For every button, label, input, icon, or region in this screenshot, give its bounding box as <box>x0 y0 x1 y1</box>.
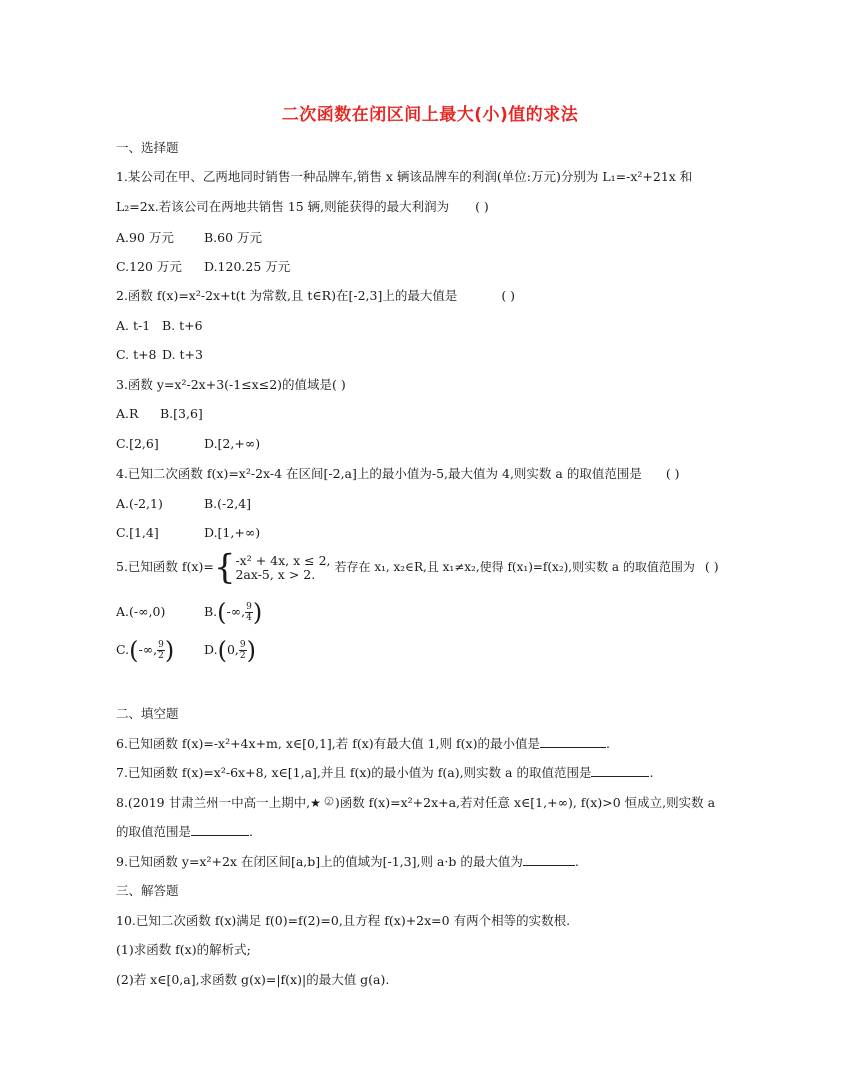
section-heading-fill: 二、填空题 <box>116 706 179 721</box>
q5-option-c-fraction <box>157 640 165 661</box>
q2-option-a: A. t-1 <box>116 318 151 333</box>
q5-stem <box>116 547 719 588</box>
q3-option-b: B.[3,6] <box>160 406 203 421</box>
piecewise-definition <box>235 554 330 582</box>
q8-end: . <box>249 824 253 839</box>
q8-answer-blank[interactable] <box>191 823 249 836</box>
q1-stem-text: L₂=2x.若该公司在两地共销售 15 辆,则能获得的最大利润为 <box>116 199 450 214</box>
q2-options-row1 <box>116 317 203 335</box>
q1-options-row1 <box>116 229 262 247</box>
page-title: 二次函数在闭区间上最大(小)值的求法 <box>281 105 579 125</box>
q4-stem <box>116 465 680 483</box>
q7-stem <box>116 764 653 782</box>
q7-answer-blank[interactable] <box>591 764 649 777</box>
q8-stem-line1 <box>116 794 715 812</box>
q1-option-d: D.120.25 万元 <box>204 259 291 274</box>
q4-option-d: D.[1,+∞) <box>204 525 261 540</box>
q9-end: . <box>574 854 579 869</box>
q9-stem <box>116 853 579 871</box>
q5-option-a: A.(-∞,0) <box>116 604 166 619</box>
fraction-denominator: 2 <box>158 651 164 661</box>
q6-end: . <box>605 736 610 751</box>
q1-options-row2 <box>116 258 290 276</box>
section-heading-choice: 一、选择题 <box>116 140 179 155</box>
q2-option-c: C. t+8 <box>116 347 157 362</box>
q4-stem-text: 4.已知二次函数 f(x)=x²-2x-4 在区间[-2,a]上的最小值为-5,最大值为 4,则实数 a 的取值范围是 <box>116 466 642 481</box>
q2-stem <box>116 287 515 305</box>
q9-answer-blank[interactable] <box>523 853 575 866</box>
q3-options-row1 <box>116 405 203 423</box>
svg-text:2: 2 <box>326 799 331 806</box>
q7-text: 7.已知函数 f(x)=x²-6x+8, x∈[1,a],并且 f(x)的最小值为 f(a),则实数 a 的取值范围是 <box>116 765 592 780</box>
fraction-numerator: 9 <box>246 602 252 612</box>
difficulty-star-icon: ★ <box>310 796 321 810</box>
fraction-denominator: 4 <box>246 613 252 623</box>
q5-option-b: B.(-∞, $\frac{9}{4}$ ) <box>204 598 263 627</box>
q5-option-b-label: B. <box>204 604 218 619</box>
q5-option-c-label: C. <box>116 642 130 657</box>
q1-option-c: C.120 万元 <box>116 259 182 274</box>
q5-option-b-fraction <box>245 602 253 623</box>
q10-part1: (1)求函数 f(x)的解析式; <box>116 942 251 957</box>
q2-stem-text: 2.函数 f(x)=x²-2x+t(t 为常数,且 t∈R)在[-2,3]上的最大值是 <box>116 288 458 303</box>
q5-option-c: C.(-∞, $\frac{9}{2}$ ) <box>116 636 175 665</box>
q1-stem-line1: 1.某公司在甲、乙两地同时销售一种品牌车,销售 x 辆该品牌车的利润(单位:万元)分别为 L₁=-x²+21x 和 <box>116 169 693 184</box>
q5-suffix: 若存在 x₁, x₂∈R,且 x₁≠x₂,使得 f(x₁)=f(x₂),则实数 a 的取值范围为 <box>334 560 695 574</box>
q3-option-d: D.[2,+∞) <box>204 436 261 451</box>
q5-option-d: D.(0, $\frac{9}{2}$ ) <box>204 636 256 665</box>
piece-1: -x² + 4x, x ≤ 2, <box>235 552 331 568</box>
q5-option-d-label: D. <box>204 642 218 657</box>
q5-option-b-lead: -∞, <box>226 604 246 619</box>
q8-pre: 8.(2019 甘肃兰州一中高一上期中, <box>116 795 311 810</box>
q4-option-a: A.(-2,1) <box>116 496 163 511</box>
q1-answer-paren: ( ) <box>475 199 489 214</box>
q1-stem-line2 <box>116 198 489 216</box>
piece-2: 2ax-5, x > 2. <box>235 566 316 582</box>
section-heading-solve: 三、解答题 <box>116 883 179 898</box>
q3-options-row2 <box>116 435 260 453</box>
q1-option-b: B.60 万元 <box>204 230 263 245</box>
q2-option-b: B. t+6 <box>162 318 203 333</box>
q2-answer-paren: ( ) <box>501 288 516 303</box>
q4-options-row2 <box>116 524 260 542</box>
fraction-denominator: 2 <box>239 651 246 661</box>
difficulty-badge-icon <box>321 796 335 808</box>
q5-option-d-lead: 0, <box>226 642 239 657</box>
q3-stem: 3.函数 y=x²-2x+3(-1≤x≤2)的值域是( ) <box>116 377 346 392</box>
fraction-numerator: 9 <box>239 640 246 650</box>
q6-text: 6.已知函数 f(x)=-x²+4x+m, x∈[0,1],若 f(x)有最大值 1,则 f(x)的最小值是 <box>116 736 540 751</box>
q4-options-row1 <box>116 495 251 513</box>
q1-option-a: A.90 万元 <box>116 230 174 245</box>
q5-prefix: 5.已知函数 f(x)= <box>116 559 214 574</box>
q3-option-c: C.[2,6] <box>116 436 159 451</box>
q10-stem: 10.已知二次函数 f(x)满足 f(0)=f(2)=0,且方程 f(x)+2x=0 有两个相等的实数根. <box>116 913 571 928</box>
q5-answer-paren: ( ) <box>704 559 719 574</box>
q10-part2: (2)若 x∈[0,a],求函数 g(x)=|f(x)|的最大值 g(a). <box>116 972 390 987</box>
q6-stem <box>116 735 610 753</box>
q8-stem-line2 <box>116 823 253 841</box>
q4-option-b: B.(-2,4] <box>204 496 252 511</box>
q7-end: . <box>649 765 654 780</box>
q2-options-row2 <box>116 346 203 364</box>
q6-answer-blank[interactable] <box>540 735 606 748</box>
q4-answer-paren: ( ) <box>665 466 680 481</box>
piecewise-brace: { <box>213 547 236 588</box>
q4-option-c: C.[1,4] <box>116 525 159 540</box>
q8-post: )函数 f(x)=x²+2x+a,若对任意 x∈[1,+∞), f(x)>0 恒成立,则实数 a <box>334 795 716 810</box>
q8-line2: 的取值范围是 <box>116 824 192 839</box>
q2-option-d: D. t+3 <box>162 347 203 362</box>
q5-options-row1 <box>116 598 262 627</box>
q5-option-c-lead: -∞, <box>138 642 158 657</box>
q9-text: 9.已知函数 y=x²+2x 在闭区间[a,b]上的值域为[-1,3],则 a·b 的最大值为 <box>116 854 523 869</box>
fraction-numerator: 9 <box>158 640 164 650</box>
q3-option-a: A.R <box>116 406 139 421</box>
q5-option-d-fraction <box>239 640 247 661</box>
q5-options-row2 <box>116 636 256 665</box>
